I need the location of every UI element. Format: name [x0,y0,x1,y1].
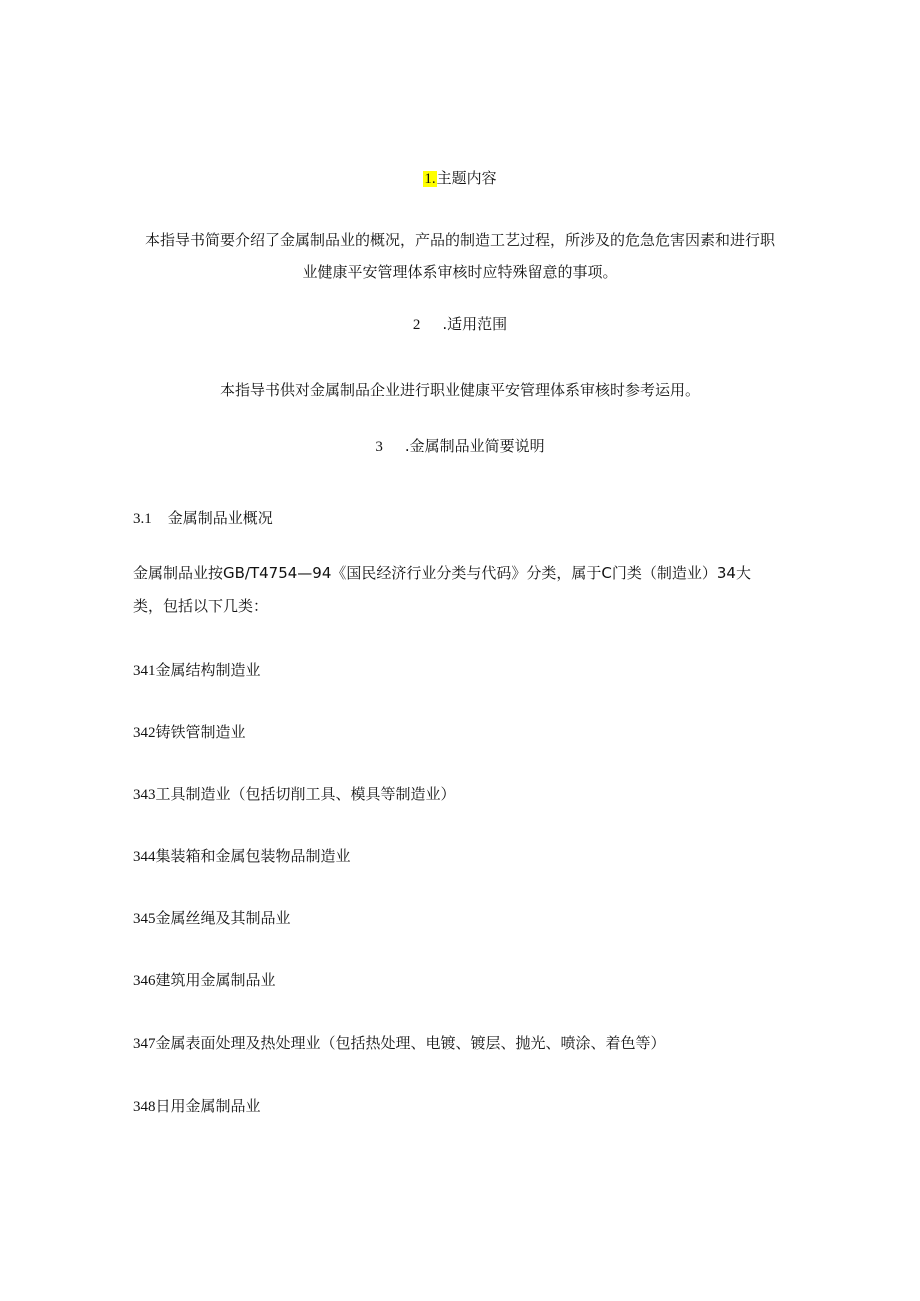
category-name: 铸铁管制造业 [155,723,246,741]
section-1-body-line-1: 本指导书简要介绍了金属制品业的概况，产品的制造工艺过程，所涉及的危急危害因素和进行职 [144,231,775,249]
category-code: 343 [133,787,156,803]
category-item [133,1033,666,1054]
category-code: 347 [133,1036,156,1052]
section-1-body-line-2: 业健康平安管理体系审核时应特殊留意的事项。 [302,263,618,281]
category-code: 342 [133,725,156,741]
category-name: 金属丝绳及其制品业 [155,909,291,927]
category-name: 金属结构制造业 [155,661,261,679]
category-code: 344 [133,849,156,865]
category-name: 工具制造业（包括切削工具、模具等制造业） [155,785,456,803]
category-item [133,846,351,867]
section-3-1-para-line-2: 类，包括以下几类： [133,597,269,615]
category-code: 345 [133,911,156,927]
category-item [133,784,456,805]
category-item [133,970,276,991]
section-2-body: 本指导书供对金属制品企业进行职业健康平安管理体系审核时参考运用。 [219,381,700,399]
section-2-heading [0,314,920,335]
section-1-heading [0,168,920,189]
section-1-title: 主题内容 [436,169,497,187]
category-code: 348 [133,1099,156,1115]
section-3-1-para-line-1: 金属制品业按GB/T4754—94《国民经济行业分类与代码》分类，属于C门类（制造业）34大 [133,564,751,582]
section-2-title: .适用范围 [442,315,508,333]
category-name: 建筑用金属制品业 [155,971,276,989]
category-item [133,1096,261,1117]
section-3-title: .金属制品业简要说明 [404,437,545,455]
category-name: 日用金属制品业 [155,1097,261,1115]
section-2-number: 2 [412,317,421,333]
section-3-heading [0,436,920,457]
section-3-1-number: 3.1 [133,511,152,527]
category-name: 集装箱和金属包装物品制造业 [155,847,351,865]
section-1-number: 1. [424,171,436,187]
category-item [133,660,261,681]
section-3-1-title: 金属制品业概况 [167,509,273,527]
section-3-number: 3 [375,439,383,455]
category-item [133,722,246,743]
category-item [133,908,291,929]
category-code: 341 [133,663,156,679]
category-code: 346 [133,973,156,989]
category-name: 金属表面处理及热处理业（包括热处理、电镀、镀层、抛光、喷涂、着色等） [155,1034,666,1052]
section-3-1-heading [133,508,273,529]
